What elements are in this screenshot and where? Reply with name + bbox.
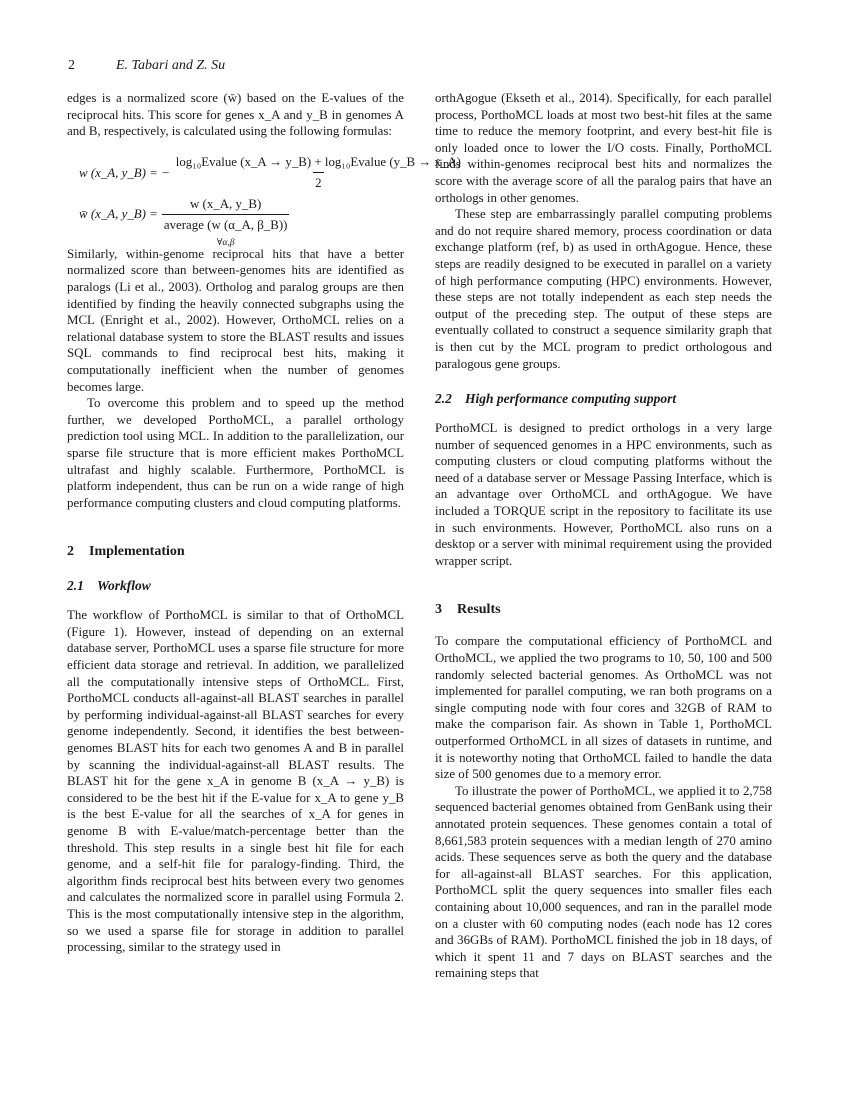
paragraph-illustrate: To illustrate the power of PorthoMCL, we applied it to 2,758 sequenced bacterial genomes obtained from GenBank using their annotated protein sequences. These genomes contain a total of 8,661,583 protein sequences with a median length of 270 amino acids. These sequences serve as both the query and the database for all-against-all BLAST searches. For this application, PorthoMCL split the query sequences into smaller files each containing about 10,000 sequences, and ran in the parallel mode on a cluster with 60 computing nodes (each node has 12 cores and 36GBs of RAM). PorthoMCL finished the job in 18 days, of which it spent 11 and 7 days on BLAST searches and the remaining steps that xyxy=(435,783,772,981)
paragraph-compare: To compare the computational efficiency of PorthoMCL and OrthoMCL, we applied the two programs to 10, 50, 100 and 500 randomly selected bacterial genomes. As OrthoMCL was not implemented for parallel computing, we ran both programs on a single computing node with four cores and 32GB of RAM to make the comparison fair. As shown in Table 1, PorthoMCL outperformed OrthoMCL in all sizes of datasets in runtime, and it is noteworthy noting that OrthoMCL failed to handle the data size of 500 genomes due to a memory error. xyxy=(435,634,772,782)
equation-1-numerator: log₁₀Evalue (x_A → y_B) + log₁₀Evalue (y_B → x_A) xyxy=(175,154,461,169)
paragraph-overcome: To overcome this problem and to speed up the method further, we developed PorthoMCL, a parallel orthology prediction tool using MCL. In addition to the parallelization, our sparse file structure that is more efficient makes PorthoMCL ultrafast and highly scalable. Furthermore, PorthoMCL is platform independent, thus can be run on a wide range of high performance computing clusters and cloud computing platforms. xyxy=(67,396,404,510)
running-header xyxy=(68,58,225,74)
section-title: Results xyxy=(457,602,501,618)
equation-2-numerator: w (x_A, y_B) xyxy=(190,196,262,211)
page-number: 2 xyxy=(68,58,75,73)
paragraph-similarly: Similarly, within-genome reciprocal hits that have a better normalized score than between-genomes hits are identified as paralogs (Li et al., 2003). Ortholog and paralog groups are then identified by finding the heavily connected subgraphs using the MCL (Enright et al., 2002). However, OrthoMCL relies on a relational database system to store the BLAST results and issues SQL commands to find reciprocal best hits, making it computationally inefficient when the number of genomes becomes large. xyxy=(67,246,404,394)
subsection-number: 2.1 xyxy=(67,578,84,594)
equations xyxy=(67,140,461,248)
section-number: 2 xyxy=(67,544,74,560)
paragraph-intro: edges is a normalized score (w̄) based on the E-values of the reciprocal hits. This score for genes x_A and y_B in genomes A and B, respectively, is calculated using the following formulas: xyxy=(67,91,404,139)
paragraph-workflow: The workflow of PorthoMCL is similar to that of OrthoMCL (Figure 1). However, instead of depending on an external database server, PorthoMCL uses a sparse file structure for more efficient data storage and retrieval. In addition, we parallelized all the computationally intensive steps of OrthoMCL. First, PorthoMCL conducts all-against-all BLAST searches in parallel by performing individual-against-all BLAST searches for every genome independently. Second, it identifies the best between-genomes BLAST hits for each two genomes A and B in parallel by scanning the individual-against-all BLAST results. The BLAST hit for the gene x_A in genome B (x_A → y_B) is considered to be the best hit if the E-value for x_A to gene y_B is the best E-value for all the searches of x_A for genes in genome B with E-value/match-percentage better than the threshold. This step results in a single best hit file for each genome, and a self-hit file for paralogy-finding. Third, the algorithm finds reciprocal best hits between every two genomes and calculates the normalized score in parallel using Formula 2. This is the most computationally intensive step in the algorithm, so we used a sparse file for storage in addition to parallel processing, similar to the strategy used in xyxy=(67,608,404,955)
equation-1-lhs: w (x_A, y_B) = − xyxy=(79,165,170,180)
subsection-title: High performance computing support xyxy=(465,391,677,407)
subsection-title: Workflow xyxy=(97,578,151,594)
equation-2 xyxy=(79,196,289,252)
section-number: 3 xyxy=(435,602,442,618)
section-heading-results xyxy=(435,601,772,619)
equation-1 xyxy=(79,154,463,192)
section-heading-implementation xyxy=(67,543,404,561)
equation-2-denominator: average (w (α_A, β_B)) xyxy=(162,214,290,234)
equation-1-denominator: 2 xyxy=(313,172,323,192)
subsection-heading-workflow xyxy=(67,577,404,595)
equation-2-subscript: ∀α,β xyxy=(216,237,235,248)
right-column xyxy=(435,90,772,982)
subsection-number: 2.2 xyxy=(435,391,452,407)
equation-1-fraction xyxy=(174,154,463,192)
equation-2-lhs: w̄ (x_A, y_B) = xyxy=(79,206,158,221)
paragraph-orthagogue: orthAgogue (Ekseth et al., 2014). Specifically, for each parallel process, PorthoMCL loads at most two best-hit files at the same time to reduce the memory footprint, and every best-hit file is only loaded once to lower the I/O costs. Finally, PorthoMCL finds within-genomes reciprocal best hits and normalizes the score with the average score of all the paralog pairs that have an orthologs in other genomes. xyxy=(435,91,772,205)
paragraph-embarrassingly-parallel: These step are embarrassingly parallel computing problems and do not require shared memory, process coordination or data exchange platform (ref, b) as used in orthAgogue. Hence, these steps are readily designed to be executed in parallel on a variety of high performance computing (HPC) environments. However, these steps are not totally independent as each step needs the output of the preceding step. The output of these steps are eventually collated to construct a sequence similarity graph that is then cut by the MCL program to predict orthologous and paralogous gene groups. xyxy=(435,207,772,371)
section-title: Implementation xyxy=(89,544,185,560)
equation-2-fraction xyxy=(162,196,290,252)
paragraph-hpc: PorthoMCL is designed to predict orthologs in a very large number of sequenced genomes in a HPC environments, such as computing clusters or cloud computing platforms without the need of a database server or Message Passing Interface, which is an advantage over OrthoMCL and orthAgogue. We have included a TORQUE script in the repository to facilitate its use in such environments. However, PorthoMCL also runs on a desktop or a server with minimal requirement using the provided wrapper script. xyxy=(435,421,772,568)
running-authors: E. Tabari and Z. Su xyxy=(116,58,226,73)
subsection-heading-hpc xyxy=(435,390,772,408)
